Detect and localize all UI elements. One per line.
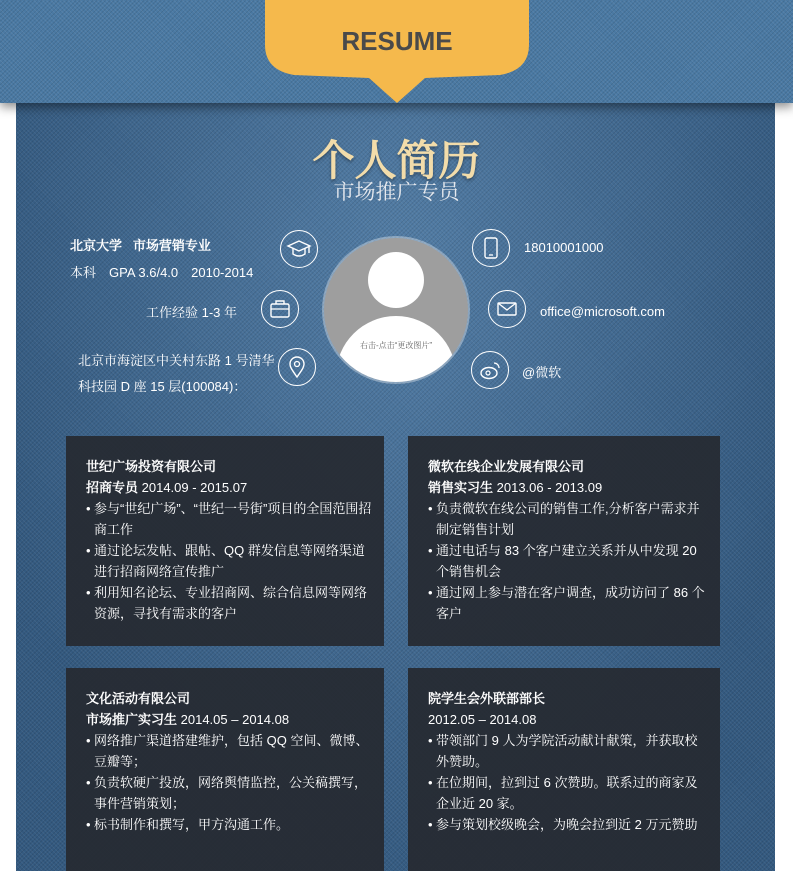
card-role-line xyxy=(428,709,710,730)
card-period: 2012.05 – 2014.08 xyxy=(428,712,537,727)
email-text[interactable]: office@microsoft.com xyxy=(540,304,665,319)
card-period: 2014.09 - 2015.07 xyxy=(141,480,248,495)
location-pin-icon xyxy=(278,348,316,386)
avatar-head xyxy=(368,252,424,308)
phone-text: 18010001000 xyxy=(524,240,604,255)
school-name: 北京大学 xyxy=(70,238,123,253)
card-bullets xyxy=(86,498,374,624)
card-company: 院学生会外联部部长 xyxy=(428,691,546,706)
graduation-cap-icon xyxy=(280,230,318,268)
page-subtitle: 市场推广专员 xyxy=(333,181,460,204)
phone-icon xyxy=(472,229,510,267)
list-item: • 参与“世纪广场”、“世纪一号街”项目的全国范围招商工作 xyxy=(86,498,374,540)
list-item: • 网络推广渠道搭建维护，包括 QQ 空间、微博、豆瓣等； xyxy=(86,730,374,772)
list-item: • 利用知名论坛、专业招商网、综合信息网等网络资源，寻找有需求的客户 xyxy=(86,582,374,624)
ribbon-label: RESUME xyxy=(341,26,453,56)
experience-card xyxy=(66,668,384,871)
list-item: • 负责软硬广投放，网络舆情监控，公关稿撰写，事件营销策划； xyxy=(86,772,374,814)
card-company: 世纪广场投资有限公司 xyxy=(86,459,217,474)
card-role: 销售实习生 xyxy=(428,480,494,495)
card-period: 2013.06 - 2013.09 xyxy=(496,480,603,495)
weibo-text: @微软 xyxy=(522,365,562,380)
card-bullets xyxy=(428,498,710,624)
page-margin-right xyxy=(775,103,793,871)
experience-card xyxy=(66,436,384,646)
experience-card xyxy=(408,436,720,646)
list-item: • 标书制作和撰写，甲方沟通工作。 xyxy=(86,814,374,835)
weibo-icon xyxy=(471,351,509,389)
list-item: • 通过网上参与潜在客户调查，成功访问了 86 个客户 xyxy=(428,582,710,624)
envelope-icon xyxy=(488,290,526,328)
education-line-1 xyxy=(70,235,211,254)
list-item: • 通过论坛发帖、跟帖、QQ 群发信息等网络渠道进行招商网络宣传推广 xyxy=(86,540,374,582)
address-line-2: 科技园 D 座 15 层(100084)： xyxy=(78,379,247,394)
page-margin-left xyxy=(0,103,16,871)
card-company: 微软在线企业发展有限公司 xyxy=(428,459,585,474)
card-period: 2014.05 – 2014.08 xyxy=(180,712,290,727)
list-item: • 参与策划校级晚会，为晚会拉到近 2 万元赞助 xyxy=(428,814,710,835)
profile-photo[interactable] xyxy=(324,238,468,382)
experience-card xyxy=(408,668,720,871)
card-role-line xyxy=(428,477,710,498)
list-item: • 在位期间，拉到过 6 次赞助。联系过的商家及企业近 20 家。 xyxy=(428,772,710,814)
education-line-2: 本科 GPA 3.6/4.0 2010-2014 xyxy=(70,265,254,280)
page-title: 个人简历 xyxy=(312,137,481,184)
card-bullets xyxy=(428,730,710,835)
list-item: • 带领部门 9 人为学院活动献计献策，并获取校外赞助。 xyxy=(428,730,710,772)
list-item: • 负责微软在线公司的销售工作,分析客户需求并制定销售计划 xyxy=(428,498,710,540)
address-line-1: 北京市海淀区中关村东路 1 号清华 xyxy=(78,353,275,368)
card-company: 文化活动有限公司 xyxy=(86,691,191,706)
briefcase-icon xyxy=(261,290,299,328)
experience-text: 工作经验 1-3 年 xyxy=(146,305,238,320)
resume-ribbon xyxy=(265,0,529,103)
photo-hint: 右击-点击“更改图片” xyxy=(360,341,432,350)
card-bullets xyxy=(86,730,374,835)
card-role-line xyxy=(86,709,374,730)
card-role: 招商专员 xyxy=(86,480,139,495)
card-role-line xyxy=(86,477,374,498)
list-item: • 通过电话与 83 个客户建立关系并从中发现 20 个销售机会 xyxy=(428,540,710,582)
major-name: 市场营销专业 xyxy=(132,238,211,253)
card-role: 市场推广实习生 xyxy=(86,712,178,727)
